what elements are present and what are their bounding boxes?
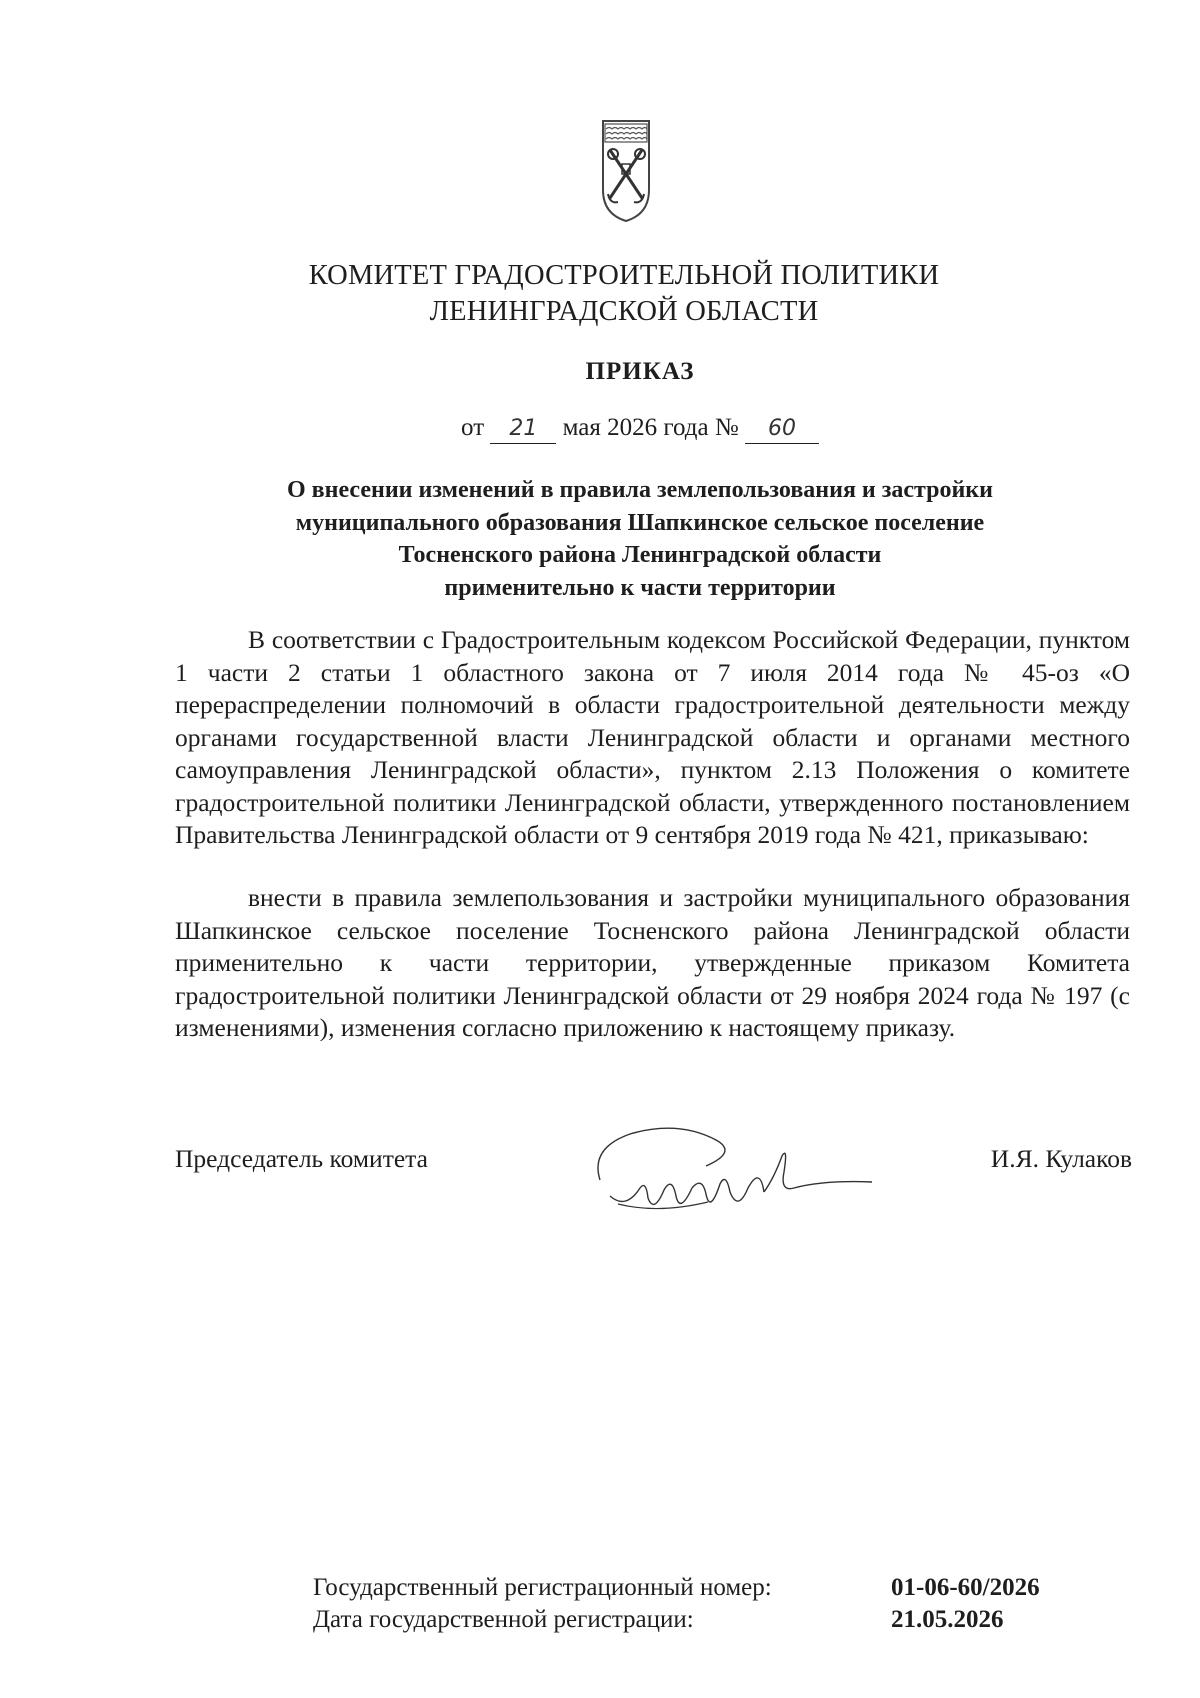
committee-title	[240, 258, 1008, 330]
body-paragraph-2: внести в правила землепользования и застройки муниципального образования Шапкинское сельское поселение Тосненского района Ленинградской области применительно к части территории, утвержденные приказом Комитета градостроительной политики Ленинградской области от 29 ноября 2024 года № 197 (с изменениями), изменения согласно приложению к настоящему приказу.	[175, 883, 1130, 1042]
registration-date-row	[313, 1604, 1073, 1636]
coat-of-arms-icon	[600, 118, 652, 224]
subject-line-2: муниципального образования Шапкинское сельское поселение	[295, 509, 985, 536]
registration-number-row	[313, 1572, 1073, 1604]
order-date-prefix: от	[461, 414, 485, 441]
committee-title-line-2: ЛЕНИНГРАДСКОЙ ОБЛАСТИ	[429, 296, 819, 327]
order-day-handwritten: 21	[490, 415, 556, 444]
registration-date-label: Дата государственной регистрации:	[313, 1606, 694, 1633]
order-subject	[240, 474, 1040, 604]
order-month-year: мая 2026 года №	[562, 414, 739, 441]
signatory-name: И.Я. Кулаков	[990, 1144, 1132, 1173]
order-title: ПРИКАЗ	[585, 358, 695, 385]
handwritten-signature	[588, 1118, 878, 1236]
order-number-handwritten: 60	[745, 415, 819, 444]
subject-line-1: О внесении изменений в правила землепользования и застройки	[287, 477, 993, 503]
committee-title-line-1: КОМИТЕТ ГРАДОСТРОИТЕЛЬНОЙ ПОЛИТИКИ	[308, 260, 940, 291]
body-paragraph-1: В соответствии с Градостроительным кодексом Российской Федерации, пунктом 1 части 2 статьи 1 областного закона от 7 июля 2014 года № 45-оз «О перераспределении полномочий в области градостроительной деятельности между органами государственной власти Ленинградской области и органами местного самоуправления Ленинградской области», пунктом 2.13 Положения о комитете градостроительной политики Ленинградской области, утвержденного постановлением Правительства Ленинградской области от 9 сентября 2019 года № 421, приказываю:	[175, 625, 1130, 849]
registration-block	[313, 1572, 1073, 1636]
registration-number-label: Государственный регистрационный номер:	[313, 1574, 772, 1601]
subject-line-4: применительно к части территории	[444, 574, 836, 601]
subject-line-3: Тосненского района Ленинградской области	[398, 542, 882, 568]
registration-date-value: 21.05.2026	[891, 1606, 1004, 1633]
order-date-number-line	[240, 414, 1040, 444]
signatory-position: Председатель комитета	[175, 1144, 428, 1173]
registration-number-value: 01-06-60/2026	[891, 1574, 1040, 1601]
